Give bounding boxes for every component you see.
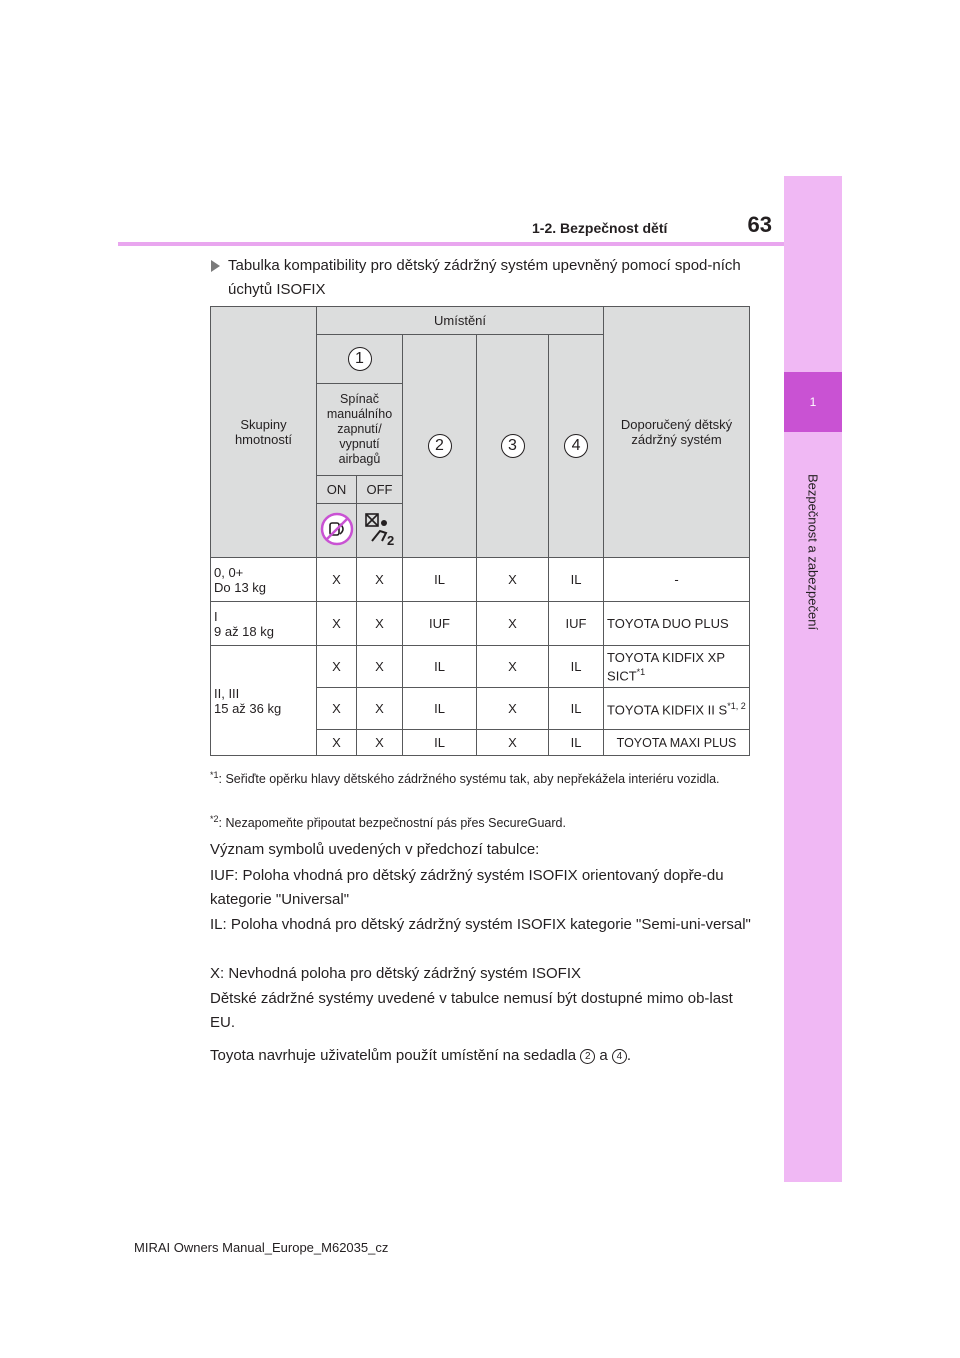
airbag-on-icon-cell <box>317 504 357 558</box>
cell-recommended: TOYOTA DUO PLUS <box>604 602 750 646</box>
footnote-2: $^{*2}$: Nezapomeňte připoutat bezpečnostní pás přes SecureGuard. <box>210 814 566 831</box>
header-recommended: Doporučený dětský zádržný systém <box>604 307 750 558</box>
bullet-arrow-icon <box>211 260 220 272</box>
seat-2-number-icon: 2 <box>428 434 452 458</box>
cell-seat-4: IL <box>549 688 604 730</box>
cell-seat-4: IL <box>549 646 604 688</box>
seat-2-cell <box>403 335 477 558</box>
section-title: 1-2. Bezpečnost dětí <box>532 220 668 236</box>
cell-seat-4: IL <box>549 558 604 602</box>
header-divider <box>118 242 786 246</box>
cell-seat-3: X <box>477 688 549 730</box>
legend-x: X: Nevhodná poloha pro dětský zádržný systém ISOFIX <box>210 965 582 982</box>
cell-seat-3: X <box>477 558 549 602</box>
legend-iuf: IUF: Poloha vhodná pro dětský zádržný systém ISOFIX orientovaný dopře-du kategorie "Universal" <box>210 867 724 908</box>
svg-text:2: 2 <box>386 533 394 547</box>
cell-airbag-off: X <box>357 688 403 730</box>
cell-recommended: TOYOTA KIDFIX XP SICT$^{*1}$ <box>604 646 750 688</box>
cell-recommended: TOYOTA KIDFIX II S$^{*1, 2}$ <box>604 688 750 730</box>
cell-airbag-on: X <box>317 602 357 646</box>
seat-2-inline-icon: 2 <box>580 1049 595 1064</box>
header-placement: Umístění <box>317 307 604 335</box>
legend-intro: Význam symbolů uvedených v předchozí tabulce: <box>210 841 540 858</box>
cell-recommended: - <box>604 558 750 602</box>
cell-airbag-off: X <box>357 602 403 646</box>
airbag-switch-label: Spínač manuálního zapnutí/ vypnutí airbagů <box>317 384 403 476</box>
cell-seat-2: IL <box>403 646 477 688</box>
cell-airbag-off: X <box>357 558 403 602</box>
side-tab-label-text: Bezpečnost a zabezpečení <box>805 473 821 631</box>
weight-group-cell: II, III 15 až 36 kg <box>211 646 317 756</box>
airbag-off-icon-cell <box>357 504 403 558</box>
cell-seat-3: X <box>477 730 549 756</box>
cell-seat-4: IL <box>549 730 604 756</box>
cell-seat-2: IUF <box>403 602 477 646</box>
passenger-airbag-off-icon <box>320 512 354 546</box>
cell-seat-3: X <box>477 602 549 646</box>
seat-4-inline-icon: 4 <box>612 1049 627 1064</box>
side-tab-chapter-number[interactable]: 1 <box>784 372 842 432</box>
cell-airbag-off: X <box>357 646 403 688</box>
cell-seat-2: IL <box>403 730 477 756</box>
cell-seat-3: X <box>477 646 549 688</box>
seat-3-number-icon: 3 <box>501 434 525 458</box>
seat-4-cell <box>549 335 604 558</box>
cell-seat-4: IUF <box>549 602 604 646</box>
cell-seat-2: IL <box>403 688 477 730</box>
table-row <box>211 646 750 688</box>
weight-group-cell: 0, 0+ Do 13 kg <box>211 558 317 602</box>
cell-airbag-on: X <box>317 688 357 730</box>
legend-il: IL: Poloha vhodná pro dětský zádržný systém ISOFIX kategorie "Semi-uni-versal" <box>210 916 751 933</box>
weight-group-cell: I 9 až 18 kg <box>211 602 317 646</box>
seat-1-cell <box>317 335 403 384</box>
recommendation-text: Toyota navrhuje uživatelům použít umístění na sedadla 2 a 4 . <box>210 1047 632 1064</box>
intro-heading: Tabulka kompatibility pro dětský zádržný systém upevněný pomocí spod-ních úchytů ISOFIX <box>228 257 741 298</box>
cell-airbag-on: X <box>317 730 357 756</box>
table-row <box>211 558 750 602</box>
header-weight-group: Skupiny hmotností <box>211 307 317 558</box>
airbag-deactivated-icon <box>362 511 398 547</box>
isofix-compatibility-table <box>210 306 750 756</box>
seat-1-number-icon: 1 <box>348 347 372 371</box>
seat-3-cell <box>477 335 549 558</box>
footnote-1: $^{*1}$: Seřiďte opěrku hlavy dětského zádržného systému tak, aby nepřekážela interiéru vozidla. <box>210 770 720 787</box>
airbag-on-label: ON <box>317 476 357 504</box>
side-tab-strip <box>784 176 842 1182</box>
availability-note: Dětské zádržné systémy uvedené v tabulce nemusí být dostupné mimo ob-last EU. <box>210 990 733 1031</box>
cell-seat-2: IL <box>403 558 477 602</box>
footer-doc-id: MIRAI Owners Manual_Europe_M62035_cz <box>134 1240 389 1255</box>
cell-airbag-off: X <box>357 730 403 756</box>
table-row <box>211 602 750 646</box>
airbag-off-label: OFF <box>357 476 403 504</box>
cell-recommended: TOYOTA MAXI PLUS <box>604 730 750 756</box>
seat-4-number-icon: 4 <box>564 434 588 458</box>
cell-airbag-on: X <box>317 646 357 688</box>
page-number: 63 <box>747 212 772 237</box>
cell-airbag-on: X <box>317 558 357 602</box>
